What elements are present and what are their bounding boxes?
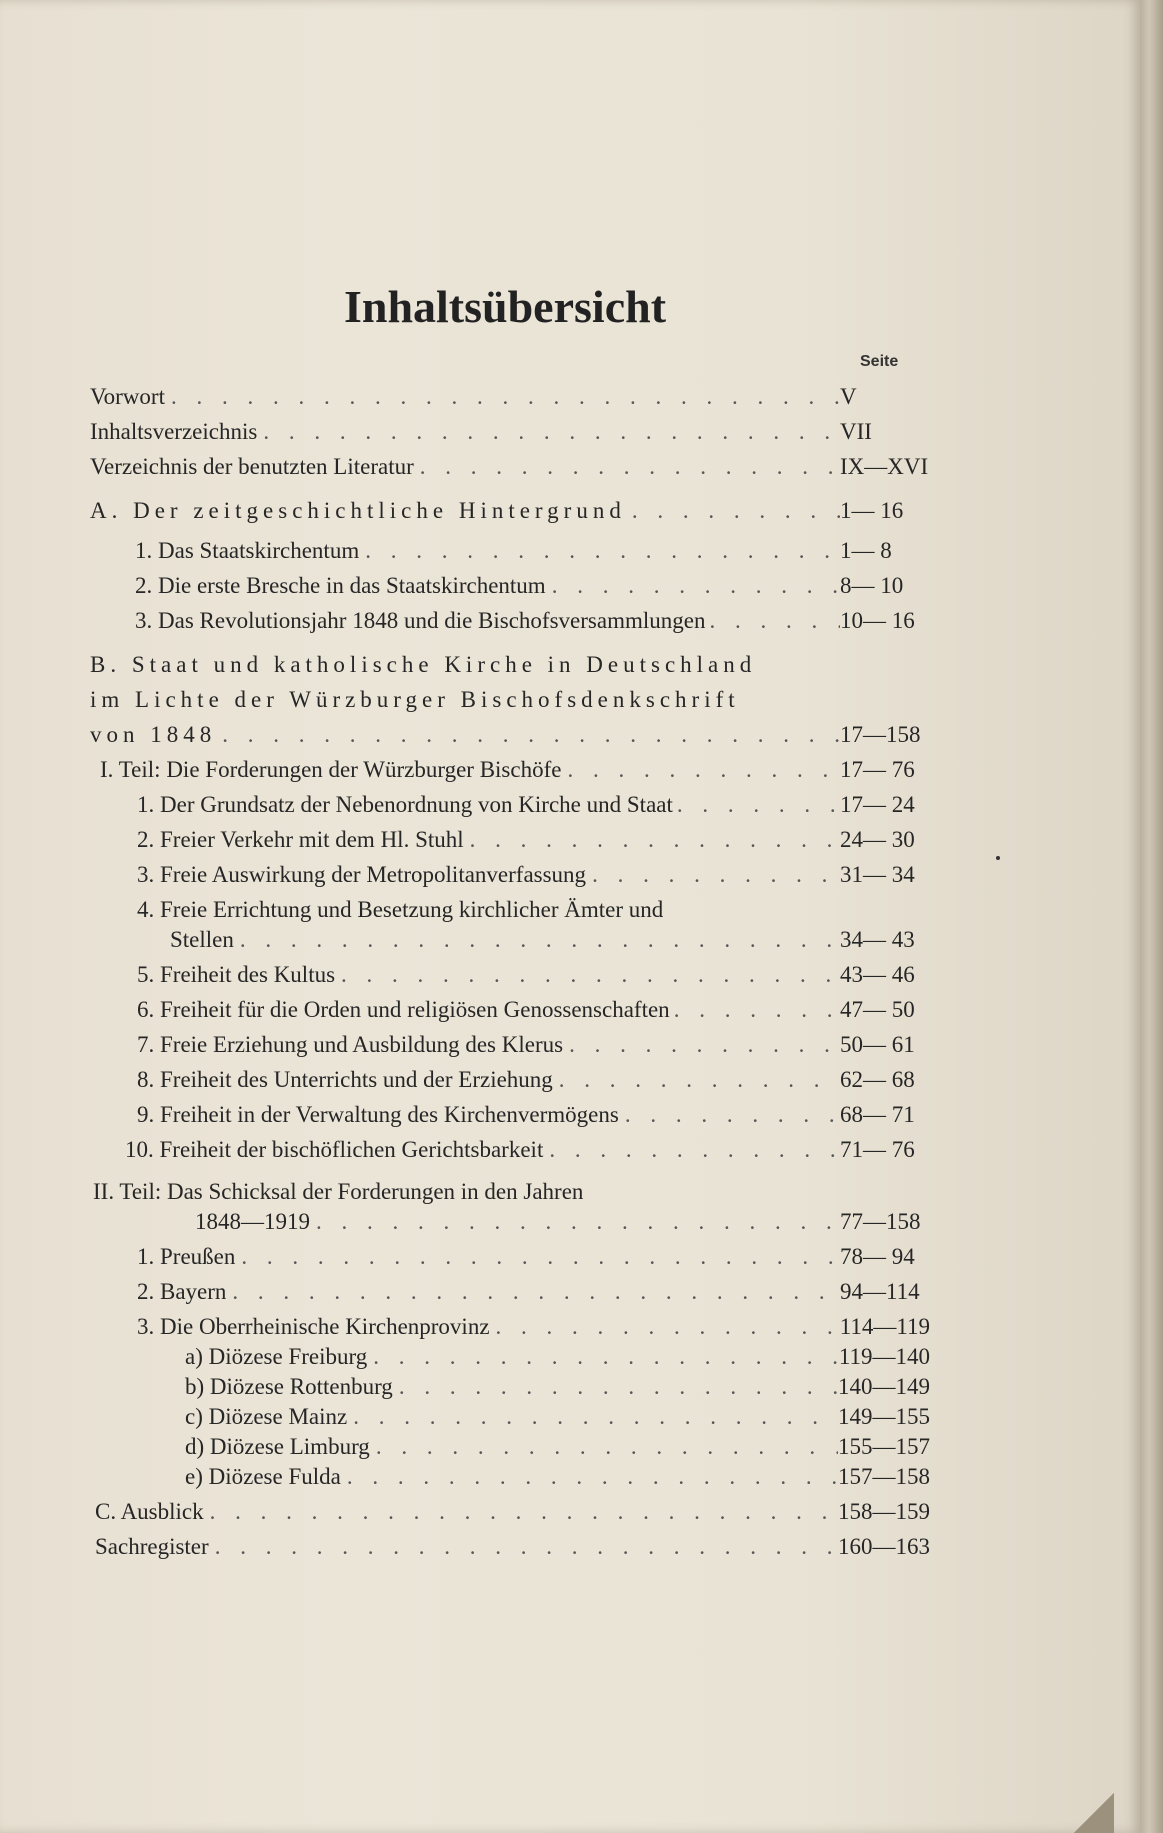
leader-dots bbox=[335, 961, 840, 989]
toc-entry-page: 17—158 bbox=[840, 722, 921, 747]
toc-entry-page: 1— 16 bbox=[840, 498, 904, 523]
toc-entry-label: c) Diözese Mainz bbox=[185, 1404, 348, 1429]
leader-dots bbox=[257, 418, 840, 446]
toc-entry-page: 78— 94 bbox=[840, 1244, 915, 1269]
ink-speck bbox=[996, 856, 1000, 860]
toc-entry-page: 94—114 bbox=[840, 1279, 920, 1304]
toc-entry-page: 68— 71 bbox=[840, 1102, 915, 1127]
toc-entry bbox=[135, 607, 930, 635]
leader-dots bbox=[464, 826, 840, 854]
toc-entry-label: Inhaltsverzeichnis bbox=[90, 419, 258, 444]
toc-entry-page: 8— 10 bbox=[840, 573, 904, 598]
leader-dots bbox=[310, 1208, 840, 1236]
toc-entry-page: 47— 50 bbox=[840, 997, 915, 1022]
toc-entry-page: 155—157 bbox=[838, 1434, 930, 1459]
leader-dots bbox=[359, 537, 840, 565]
leader-dots bbox=[490, 1313, 840, 1341]
toc-entry-label: Sachregister bbox=[95, 1534, 209, 1559]
toc-entry bbox=[137, 826, 930, 854]
toc-entry bbox=[137, 1278, 930, 1306]
toc-entry bbox=[185, 1433, 930, 1461]
toc-entry bbox=[137, 1313, 930, 1341]
toc-entry-label: a) Diözese Freiburg bbox=[185, 1344, 368, 1369]
toc-entry-label: Verzeichnis der benutzten Literatur bbox=[90, 454, 414, 479]
toc-entry bbox=[185, 1463, 930, 1491]
toc-entry-page: 140—149 bbox=[838, 1374, 930, 1399]
toc-entry bbox=[137, 1243, 930, 1271]
leader-dots bbox=[209, 1533, 838, 1561]
leader-dots bbox=[543, 1136, 840, 1164]
page-edge bbox=[1140, 0, 1163, 1833]
toc-entry-page: IX—XVI bbox=[840, 454, 929, 479]
toc-entry bbox=[185, 1343, 930, 1371]
toc-section-heading bbox=[90, 497, 930, 525]
toc-entry-label: Stellen bbox=[170, 927, 234, 952]
toc-entry bbox=[185, 1373, 930, 1401]
toc-entry bbox=[135, 572, 930, 600]
toc-entry bbox=[90, 721, 930, 749]
toc-entry-line: II. Teil: Das Schicksal der Forderungen in den Jahren bbox=[93, 1179, 584, 1204]
leader-dots bbox=[393, 1373, 838, 1401]
leader-dots bbox=[546, 572, 840, 600]
toc-entry-label: 2. Freier Verkehr mit dem Hl. Stuhl bbox=[137, 827, 464, 852]
toc-entry bbox=[170, 926, 930, 954]
toc-entry bbox=[90, 418, 930, 446]
toc-entry bbox=[90, 453, 930, 481]
toc-entry-page: 157—158 bbox=[838, 1464, 930, 1489]
toc-entry-page: V bbox=[840, 384, 857, 409]
toc-entry bbox=[137, 861, 930, 889]
toc-entry bbox=[100, 756, 930, 784]
toc-entry-page: 17— 24 bbox=[840, 792, 915, 817]
toc-entry bbox=[185, 1403, 930, 1431]
toc-entry-page: 77—158 bbox=[840, 1209, 921, 1234]
toc-entry bbox=[137, 791, 930, 819]
toc-entry-page: 160—163 bbox=[838, 1534, 930, 1559]
toc-entry-label: von 1848 bbox=[90, 722, 217, 747]
toc-entry bbox=[195, 1208, 930, 1236]
toc-entry-label: 2. Die erste Bresche in das Staatskirchentum bbox=[135, 573, 546, 598]
toc-entry-label: 8. Freiheit des Unterrichts und der Erziehung bbox=[137, 1067, 553, 1092]
toc-entry-page: 43— 46 bbox=[840, 962, 915, 987]
leader-dots bbox=[235, 1243, 840, 1271]
toc-entry-label: 1. Das Staatskirchentum bbox=[135, 538, 360, 563]
leader-dots bbox=[619, 1101, 840, 1129]
toc-entry-label: C. Ausblick bbox=[95, 1499, 204, 1524]
leader-dots bbox=[626, 497, 840, 525]
toc-entry-label: 3. Freie Auswirkung der Metropolitanverfassung bbox=[137, 862, 587, 887]
toc-entry bbox=[137, 996, 930, 1024]
toc-entry-label: b) Diözese Rottenburg bbox=[185, 1374, 393, 1399]
leader-dots bbox=[673, 791, 840, 819]
toc-entry-page: 24— 30 bbox=[840, 827, 915, 852]
page-corner-fold bbox=[1074, 1793, 1114, 1833]
leader-dots bbox=[367, 1343, 839, 1371]
toc-entry-page: 10— 16 bbox=[840, 608, 915, 633]
toc-entry-label: 3. Die Oberrheinische Kirchenprovinz bbox=[137, 1314, 490, 1339]
toc-entry-page: 50— 61 bbox=[840, 1032, 915, 1057]
toc-entry-label: 5. Freiheit des Kultus bbox=[137, 962, 336, 987]
toc-entry bbox=[90, 383, 930, 411]
toc-entry-label: 7. Freie Erziehung und Ausbildung des Klerus bbox=[137, 1032, 564, 1057]
toc-entry-page: 158—159 bbox=[838, 1499, 930, 1524]
toc-entry bbox=[137, 1066, 930, 1094]
leader-dots bbox=[226, 1278, 840, 1306]
leader-dots bbox=[216, 721, 840, 749]
toc-entry-label: 3. Das Revolutionsjahr 1848 und die Bischofsversammlungen bbox=[135, 608, 706, 633]
toc-entry-label: 10. Freiheit der bischöflichen Gerichtsbarkeit bbox=[125, 1137, 544, 1162]
leader-dots bbox=[705, 607, 840, 635]
toc-entry-page: 114—119 bbox=[839, 1314, 930, 1339]
leader-dots bbox=[561, 756, 840, 784]
toc-entry-page: 31— 34 bbox=[840, 862, 915, 887]
toc-entry-label: e) Diözese Fulda bbox=[185, 1464, 341, 1489]
leader-dots bbox=[165, 383, 840, 411]
toc-entry-label: I. Teil: Die Forderungen der Würzburger Bischöfe bbox=[100, 757, 562, 782]
toc-entry-label: 1. Preußen bbox=[137, 1244, 236, 1269]
leader-dots bbox=[553, 1066, 840, 1094]
toc-entry-page: 71— 76 bbox=[840, 1137, 915, 1162]
toc-entry-page: VII bbox=[840, 419, 872, 444]
leader-dots bbox=[563, 1031, 840, 1059]
toc-section-heading-line: im Lichte der Würzburger Bischofsdenkschrift bbox=[90, 687, 740, 712]
toc-section-heading bbox=[95, 1498, 930, 1526]
toc-entry-page: 1— 8 bbox=[840, 538, 892, 563]
toc-entry-page: 17— 76 bbox=[840, 757, 915, 782]
toc-entry-page: 34— 43 bbox=[840, 927, 915, 952]
page-column-header: Seite bbox=[860, 353, 899, 370]
toc-entry bbox=[137, 961, 930, 989]
toc-entry-label: A. Der zeitgeschichtliche Hintergrund bbox=[90, 498, 626, 523]
toc-entry-line: 4. Freie Errichtung und Besetzung kirchlicher Ämter und bbox=[137, 897, 664, 922]
toc-entry-label: 2. Bayern bbox=[137, 1279, 227, 1304]
toc-entry bbox=[135, 537, 930, 565]
toc-entry-label: 9. Freiheit in der Verwaltung des Kirchenvermögens bbox=[137, 1102, 619, 1127]
leader-dots bbox=[347, 1403, 838, 1431]
toc-entry-label: 1848—1919 bbox=[195, 1209, 310, 1234]
toc-entry-page: 149—155 bbox=[838, 1404, 930, 1429]
toc-entry-label: 6. Freiheit für die Orden und religiösen Genossenschaften bbox=[137, 997, 670, 1022]
toc-entry bbox=[137, 1031, 930, 1059]
toc-section-heading: B. Staat und katholische Kirche in Deutschland bbox=[90, 652, 757, 677]
leader-dots bbox=[234, 926, 840, 954]
toc-entry-label: 1. Der Grundsatz der Nebenordnung von Kirche und Staat bbox=[137, 792, 673, 817]
leader-dots bbox=[204, 1498, 838, 1526]
toc-entry-label: Vorwort bbox=[90, 384, 165, 409]
page-title: Inhaltsübersicht bbox=[343, 281, 667, 332]
toc-entry bbox=[137, 1101, 930, 1129]
leader-dots bbox=[670, 996, 840, 1024]
toc-entry bbox=[125, 1136, 930, 1164]
toc-entry-page: 119—140 bbox=[838, 1344, 930, 1369]
toc-entry-label: d) Diözese Limburg bbox=[185, 1434, 370, 1459]
leader-dots bbox=[414, 453, 840, 481]
toc-entry bbox=[95, 1533, 930, 1561]
leader-dots bbox=[341, 1463, 838, 1491]
leader-dots bbox=[370, 1433, 838, 1461]
leader-dots bbox=[586, 861, 840, 889]
toc-entry-page: 62— 68 bbox=[840, 1067, 915, 1092]
